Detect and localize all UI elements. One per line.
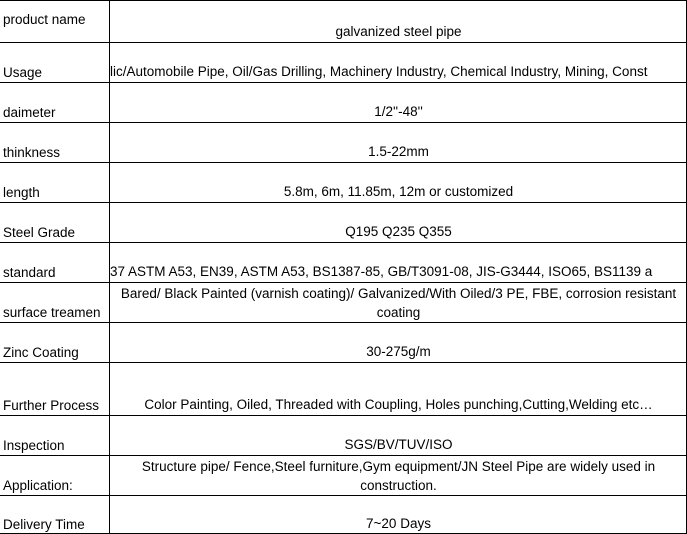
row-label-cell xyxy=(0,496,110,534)
row-label-cell xyxy=(0,416,110,455)
row-label-cell xyxy=(0,323,110,362)
row-value: 1/2''-48'' xyxy=(374,104,423,119)
row-value-cell xyxy=(110,1,687,42)
row-label: Further Process xyxy=(3,398,100,413)
row-value: 5.8m, 6m, 11.85m, 12m or customized xyxy=(283,184,514,199)
row-label-cell xyxy=(0,243,110,282)
row-label-cell xyxy=(0,456,110,495)
table-row-further-process xyxy=(0,362,687,415)
row-value-cell xyxy=(110,363,687,415)
table-row-steel-grade xyxy=(0,202,687,242)
row-value: Bared/ Black Painted (varnish coating)/ Galvanized/With Oiled/3 PE, FBE, corrosion resistant coating xyxy=(120,286,677,320)
row-value-cell xyxy=(110,123,687,162)
table-row-product-name xyxy=(0,0,687,42)
table-row-inspection xyxy=(0,415,687,455)
row-label: surface treamen xyxy=(3,305,101,320)
row-value-cell xyxy=(110,163,687,202)
table-row-delivery-time xyxy=(0,495,687,534)
table-row-thickness xyxy=(0,122,687,162)
table-row-length xyxy=(0,162,687,202)
table-row-standard xyxy=(0,242,687,282)
row-value-cell xyxy=(110,496,687,534)
row-value: galvanized steel pipe xyxy=(335,24,462,39)
row-value: lic/Automobile Pipe, Oil/Gas Drilling, Machinery Industry, Chemical Industry, Mining, Const xyxy=(110,64,648,79)
row-value-cell xyxy=(110,283,687,322)
row-label: Steel Grade xyxy=(3,225,76,240)
row-value: 1.5-22mm xyxy=(368,144,429,159)
row-value: Color Painting, Oiled, Threaded with Coupling, Holes punching,Cutting,Welding etc… xyxy=(144,397,653,412)
table-row-surface-treatment xyxy=(0,282,687,322)
row-label: thinkness xyxy=(3,145,61,160)
row-value: SGS/BV/TUV/ISO xyxy=(344,437,453,452)
row-label-cell xyxy=(0,283,110,322)
row-label: Delivery Time xyxy=(3,517,85,532)
table-row-application xyxy=(0,455,687,495)
row-label-cell xyxy=(0,83,110,122)
row-value-cell xyxy=(110,323,687,362)
row-label: standard xyxy=(3,265,56,280)
row-label-cell xyxy=(0,1,110,42)
row-label: daimeter xyxy=(3,105,56,120)
row-value-cell xyxy=(110,203,687,242)
table-row-usage xyxy=(0,42,687,82)
row-value: Structure pipe/ Fence,Steel furniture,Gym equipment/JN Steel Pipe are widely used in construction. xyxy=(141,459,656,493)
row-label-cell xyxy=(0,203,110,242)
row-label: product name xyxy=(3,12,86,27)
row-value: 37 ASTM A53, EN39, ASTM A53, BS1387-85, GB/T3091-08, JIS-G3444, ISO65, BS1139 a xyxy=(110,264,653,279)
table-row-zinc-coating xyxy=(0,322,687,362)
row-value-cell xyxy=(110,83,687,122)
row-label-cell xyxy=(0,123,110,162)
row-value: 7~20 Days xyxy=(366,516,431,531)
row-label-cell xyxy=(0,363,110,415)
row-label-cell xyxy=(0,163,110,202)
row-value-cell xyxy=(110,243,687,282)
row-value: 30-275g/m xyxy=(366,344,431,359)
row-label: length xyxy=(3,185,40,200)
row-value-cell xyxy=(110,416,687,455)
row-label: Inspection xyxy=(3,438,65,453)
row-label: Usage xyxy=(3,65,43,80)
row-value-cell xyxy=(110,456,687,495)
row-label-cell xyxy=(0,43,110,82)
row-label: Application: xyxy=(3,478,73,493)
row-value-cell xyxy=(110,43,687,82)
row-value: Q195 Q235 Q355 xyxy=(345,224,452,239)
row-label: Zinc Coating xyxy=(3,345,79,360)
table-row-diameter xyxy=(0,82,687,122)
